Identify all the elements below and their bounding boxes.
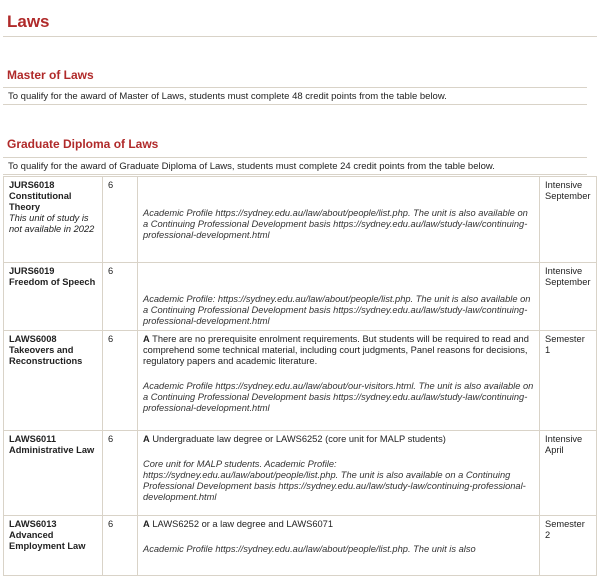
unit-availability: This unit of study is not available in 2022 [9, 213, 95, 234]
diploma-heading: Graduate Diploma of Laws [7, 137, 159, 151]
divider [3, 36, 597, 37]
unit-code-cell [4, 431, 103, 516]
unit-name: Takeovers and Reconstructions [9, 345, 83, 366]
unit-note: Academic Profile https://sydney.edu.au/law/about/our-visitors.html. The unit is also available on a Continuing Professional Development basis https://sydney.edu.au/law/study-law/continuing-professional-development.html [143, 381, 534, 413]
unit-requirement [143, 519, 534, 530]
credit-points: 6 [103, 331, 138, 431]
unit-note: Core unit for MALP students. Academic Profile: https://sydney.edu.au/law/about/people/list.php. The unit is also available on a Continuing Professional Development basis https://sydney.edu.au/law/study-law/continuing-professional-development.html [143, 459, 526, 502]
unit-code[interactable]: LAWS6011 [9, 434, 57, 444]
unit-note: Academic Profile https://sydney.edu.au/law/about/people/list.php. The unit is also [143, 544, 476, 554]
page-title: Laws [7, 12, 50, 31]
credit-points: 6 [103, 177, 138, 263]
table-row [4, 263, 597, 331]
unit-code-cell [4, 516, 103, 576]
requirement-text: There are no prerequisite enrolment requirements. But students will be required to read and comprehend some technical material, including court judgments, Panel reasons for decisions, regulatory papers and academic literature. [143, 334, 529, 366]
units-table [3, 176, 597, 576]
credit-points: 6 [103, 263, 138, 331]
unit-code[interactable]: LAWS6008 [9, 334, 57, 344]
unit-note: Academic Profile: https://sydney.edu.au/law/about/people/list.php. The unit is also available on a Continuing Professional Development basis https://sydney.edu.au/law/study-law/continuing-professional-development.html [143, 294, 531, 326]
unit-code[interactable]: JURS6019 [9, 266, 55, 276]
unit-code-cell [4, 331, 103, 431]
table-row [4, 516, 597, 576]
table-row [4, 431, 597, 516]
unit-requirement [143, 334, 534, 367]
master-intro: To qualify for the award of Master of Laws, students must complete 48 credit points from the table below. [3, 87, 587, 105]
unit-session: Intensive September [540, 177, 597, 263]
unit-details [138, 177, 540, 263]
unit-name: Advanced Employment Law [9, 530, 86, 551]
unit-code-cell [4, 263, 103, 331]
requirement-text: Undergraduate law degree or LAWS6252 (core unit for MALP students) [152, 434, 446, 444]
unit-details [138, 263, 540, 331]
table-row [4, 331, 597, 431]
unit-code[interactable]: LAWS6013 [9, 519, 57, 529]
unit-details [138, 516, 540, 576]
unit-code-cell [4, 177, 103, 263]
unit-session: Intensive April [540, 431, 597, 516]
unit-session: Semester 2 [540, 516, 597, 576]
master-heading: Master of Laws [7, 68, 94, 82]
unit-session: Intensive September [540, 263, 597, 331]
requirement-label: A [143, 434, 150, 444]
unit-note: Academic Profile https://sydney.edu.au/law/about/people/list.php. The unit is also available on a Continuing Professional Development basis https://sydney.edu.au/law/study-law/continuing-professional-development.html [143, 208, 528, 240]
credit-points: 6 [103, 431, 138, 516]
unit-session: Semester 1 [540, 331, 597, 431]
unit-name: Administrative Law [9, 445, 95, 455]
requirement-label: A [143, 519, 150, 529]
unit-code[interactable]: JURS6018 [9, 180, 55, 190]
unit-name: Constitutional Theory [9, 191, 72, 212]
unit-details [138, 431, 540, 516]
unit-details [138, 331, 540, 431]
diploma-intro: To qualify for the award of Graduate Diploma of Laws, students must complete 24 credit points from the table below. [3, 157, 587, 175]
table-row [4, 177, 597, 263]
requirement-text: LAWS6252 or a law degree and LAWS6071 [152, 519, 334, 529]
credit-points: 6 [103, 516, 138, 576]
unit-name: Freedom of Speech [9, 277, 96, 287]
requirement-label: A [143, 334, 150, 344]
unit-requirement [143, 434, 534, 445]
